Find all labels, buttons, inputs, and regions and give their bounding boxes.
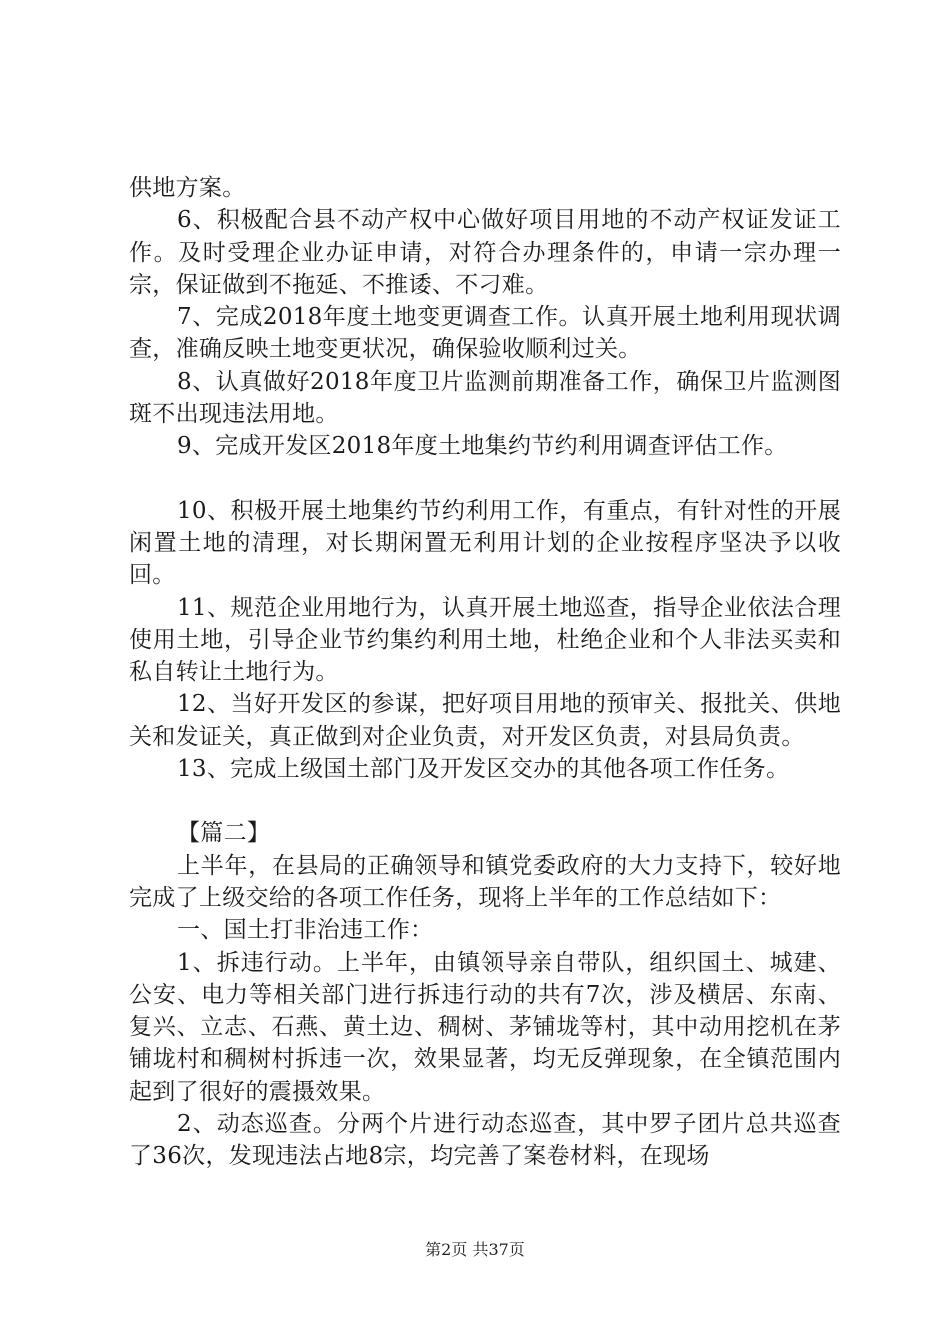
paragraph-gap	[129, 785, 841, 817]
paragraph: 7、完成2018年度土地变更调查工作。认真开展土地利用现状调查，准确反映土地变更状况，确保验收顺利过关。	[129, 304, 841, 363]
paragraph: 11、规范企业用地行为，认真开展土地巡查，指导企业依法合理使用土地，引导企业节约集约利用土地，杜绝企业和个人非法买卖和私自转让土地行为。	[129, 594, 841, 686]
document-body	[129, 172, 841, 1173]
paragraph: 12、当好开发区的参谋，把好项目用地的预审关、报批关、供地关和发证关，真正做到对企业负责，对开发区负责，对县局负责。	[129, 691, 841, 750]
paragraph: 10、积极开展土地集约节约利用工作，有重点，有针对性的开展闲置土地的清理，对长期闲置无利用计划的企业按程序坚决予以收回。	[129, 497, 841, 589]
paragraph: 8、认真做好2018年度卫片监测前期准备工作，确保卫片监测图斑不出现违法用地。	[129, 368, 841, 428]
page-number-footer: 第2页 共37页	[425, 1240, 525, 1259]
subsection-heading: 一、国土打非治违工作：	[177, 917, 434, 944]
paragraph-gap	[129, 463, 841, 495]
paragraph: 1、拆违行动。上半年，由镇领导亲自带队，组织国土、城建、公安、电力等相关部门进行拆违行动的共有7次，涉及横居、东南、复兴、立志、石燕、黄土边、稠树、茅铺垅等村，其中动用挖机在茅铺垅村和稠树村拆违一次，效果显著，均无反弹现象，在全镇范围内起到了很好的震摄效果。	[129, 949, 841, 1105]
paragraph: 2、动态巡查。分两个片进行动态巡查，其中罗子团片总共巡查了36次，发现违法占地8宗，均完善了案卷材料，在现场	[129, 1111, 841, 1170]
paragraph: 上半年，在县局的正确领导和镇党委政府的大力支持下，较好地完成了上级交给的各项工作任务，现将上半年的工作总结如下：	[129, 852, 841, 911]
paragraph: 供地方案。	[129, 175, 246, 201]
paragraph: 6、积极配合县不动产权中心做好项目用地的不动产权证发证工作。及时受理企业办证申请，对符合办理条件的，申请一宗办理一宗，保证做到不拖延、不推诿、不刁难。	[129, 207, 841, 298]
paragraph: 13、完成上级国土部门及开发区交办的其他各项工作任务。	[177, 756, 790, 783]
section-heading: 【篇二】	[177, 820, 271, 847]
paragraph: 9、完成开发区2018年度土地集约节约利用调查评估工作。	[177, 433, 788, 460]
